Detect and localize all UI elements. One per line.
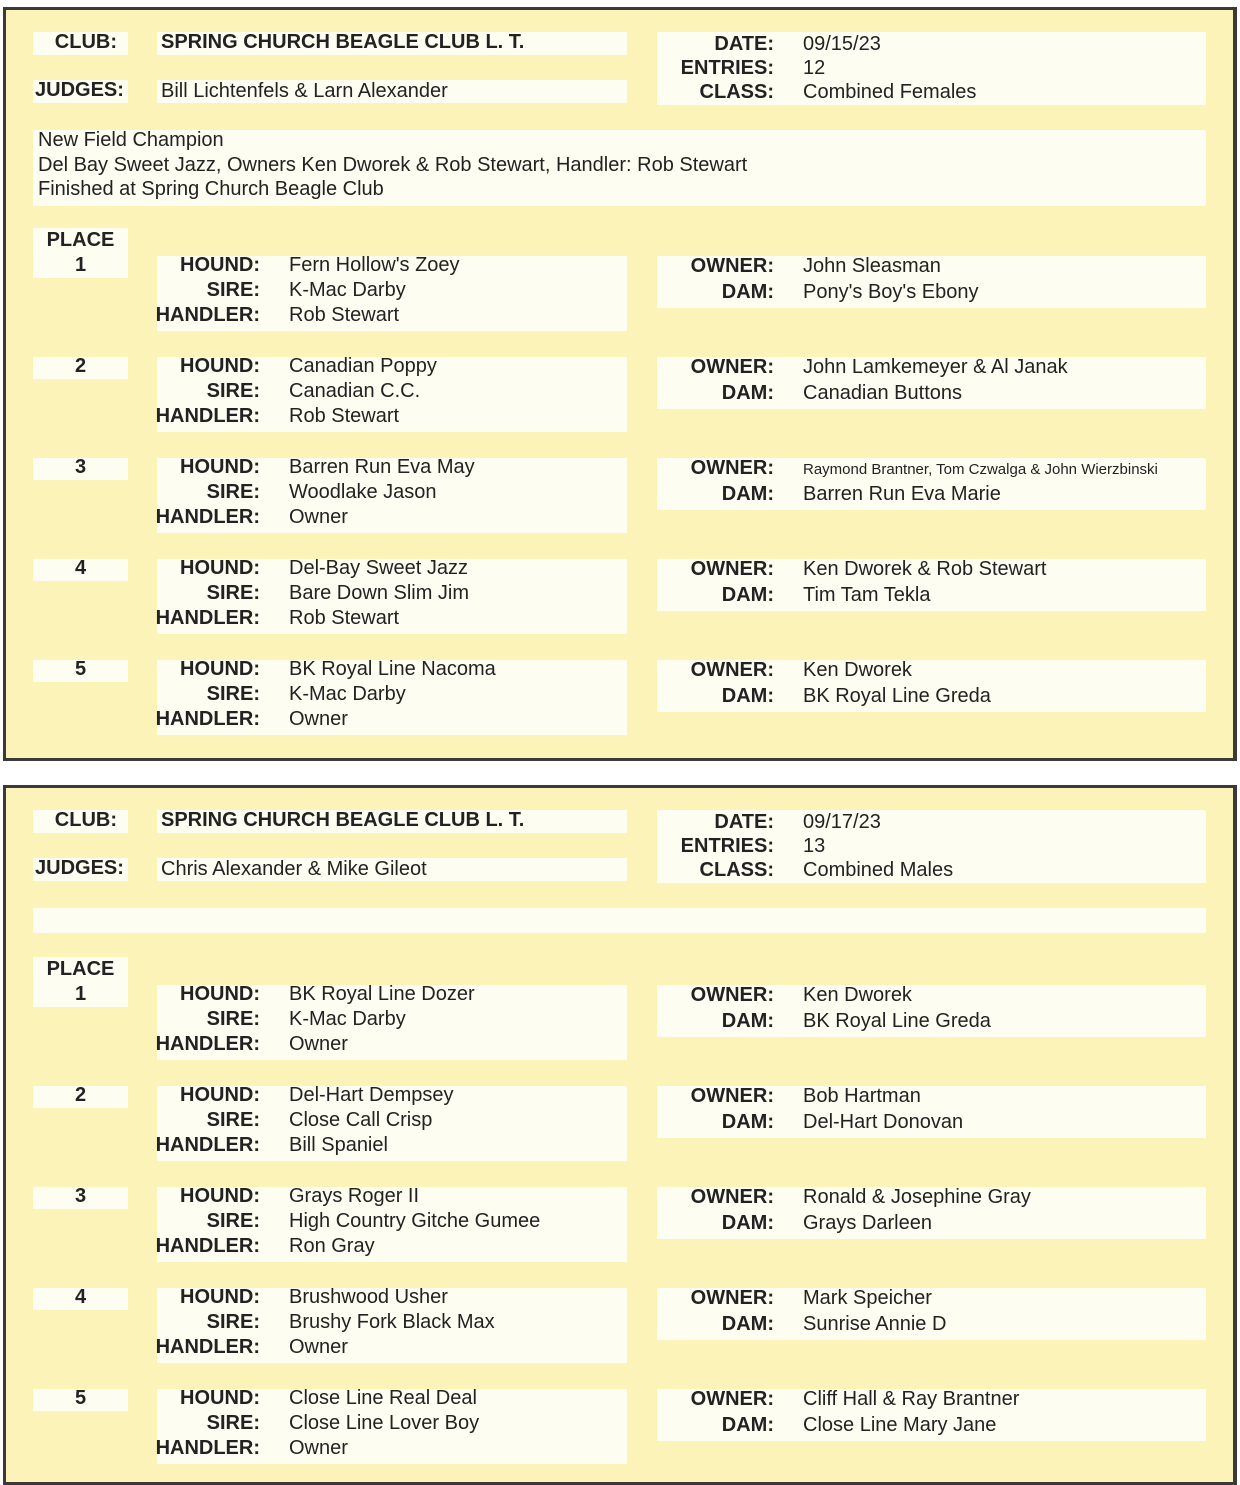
judges-label: JUDGES: xyxy=(35,857,124,879)
sire-value: Close Line Lover Boy xyxy=(289,1412,480,1434)
place-number: 3 xyxy=(74,456,87,478)
owner-value: John Lamkemeyer & Al Janak xyxy=(803,356,1068,378)
handler-value: Bill Spaniel xyxy=(289,1134,388,1156)
dam-label: DAM: xyxy=(721,1212,774,1234)
hound-label: HOUND: xyxy=(180,355,260,377)
notes-box xyxy=(33,908,1206,933)
handler-value: Owner xyxy=(289,506,348,528)
dam-label: DAM: xyxy=(721,281,774,303)
date-value: 09/17/23 xyxy=(803,811,881,833)
handler-label: HANDLER: xyxy=(155,405,260,427)
hound-value: Brushwood Usher xyxy=(289,1286,448,1308)
owner-label: OWNER: xyxy=(690,558,774,580)
sire-label: SIRE: xyxy=(206,380,260,402)
handler-label: HANDLER: xyxy=(155,506,260,528)
sire-label: SIRE: xyxy=(206,481,260,503)
club-label: CLUB: xyxy=(54,809,117,831)
sire-value: Close Call Crisp xyxy=(289,1109,433,1131)
hound-label: HOUND: xyxy=(180,658,260,680)
dam-value: Del-Hart Donovan xyxy=(803,1111,964,1133)
handler-value: Rob Stewart xyxy=(289,405,400,427)
handler-label: HANDLER: xyxy=(155,708,260,730)
handler-value: Owner xyxy=(289,708,348,730)
sire-value: K-Mac Darby xyxy=(289,683,406,705)
class-value: Combined Females xyxy=(803,81,977,103)
sire-label: SIRE: xyxy=(206,1311,260,1333)
place-number: 2 xyxy=(74,355,87,377)
place-number: 4 xyxy=(74,1286,87,1308)
hound-label: HOUND: xyxy=(180,557,260,579)
entries-value: 13 xyxy=(803,835,826,857)
dam-value: Pony's Boy's Ebony xyxy=(803,281,979,303)
club-name: SPRING CHURCH BEAGLE CLUB L. T. xyxy=(161,809,525,831)
owner-label: OWNER: xyxy=(690,1085,774,1107)
hound-label: HOUND: xyxy=(180,1387,260,1409)
class-label: CLASS: xyxy=(699,81,774,103)
class-value: Combined Males xyxy=(803,859,954,881)
handler-value: Rob Stewart xyxy=(289,304,400,326)
handler-label: HANDLER: xyxy=(155,304,260,326)
sire-label: SIRE: xyxy=(206,1210,260,1232)
handler-value: Owner xyxy=(289,1336,348,1358)
result-panel xyxy=(3,7,1237,761)
handler-label: HANDLER: xyxy=(155,1033,260,1055)
owner-label: OWNER: xyxy=(690,255,774,277)
owner-label: OWNER: xyxy=(690,1388,774,1410)
dam-value: Sunrise Annie D xyxy=(803,1313,947,1335)
date-value: 09/15/23 xyxy=(803,33,881,55)
owner-value: Ken Dworek & Rob Stewart xyxy=(803,558,1047,580)
handler-value: Rob Stewart xyxy=(289,607,400,629)
handler-value: Ron Gray xyxy=(289,1235,375,1257)
dam-label: DAM: xyxy=(721,584,774,606)
dam-value: BK Royal Line Greda xyxy=(803,1010,991,1032)
dam-label: DAM: xyxy=(721,1313,774,1335)
place-number: 2 xyxy=(74,1084,87,1106)
place-header: PLACE xyxy=(46,229,115,251)
sire-value: Brushy Fork Black Max xyxy=(289,1311,495,1333)
owner-value: Cliff Hall & Ray Brantner xyxy=(803,1388,1020,1410)
sire-label: SIRE: xyxy=(206,582,260,604)
hound-value: BK Royal Line Nacoma xyxy=(289,658,496,680)
dam-value: Canadian Buttons xyxy=(803,382,963,404)
dam-label: DAM: xyxy=(721,483,774,505)
hound-value: BK Royal Line Dozer xyxy=(289,983,475,1005)
handler-label: HANDLER: xyxy=(155,1235,260,1257)
owner-value: Ronald & Josephine Gray xyxy=(803,1186,1031,1208)
sire-value: K-Mac Darby xyxy=(289,1008,406,1030)
owner-label: OWNER: xyxy=(690,356,774,378)
sire-label: SIRE: xyxy=(206,1008,260,1030)
place-number: 3 xyxy=(74,1185,87,1207)
sire-label: SIRE: xyxy=(206,1412,260,1434)
note-line: Finished at Spring Church Beagle Club xyxy=(38,178,384,200)
hound-label: HOUND: xyxy=(180,1286,260,1308)
owner-value: Bob Hartman xyxy=(803,1085,921,1107)
hound-value: Barren Run Eva May xyxy=(289,456,475,478)
sire-label: SIRE: xyxy=(206,683,260,705)
entries-label: ENTRIES: xyxy=(680,57,774,79)
owner-value: Ken Dworek xyxy=(803,659,912,681)
handler-value: Owner xyxy=(289,1033,348,1055)
sire-label: SIRE: xyxy=(206,1109,260,1131)
dam-label: DAM: xyxy=(721,382,774,404)
date-label: DATE: xyxy=(714,811,774,833)
hound-value: Close Line Real Deal xyxy=(289,1387,477,1409)
judges-names: Chris Alexander & Mike Gileot xyxy=(161,858,427,880)
hound-value: Fern Hollow's Zoey xyxy=(289,254,460,276)
owner-value: Ken Dworek xyxy=(803,984,912,1006)
sire-value: High Country Gitche Gumee xyxy=(289,1210,541,1232)
handler-label: HANDLER: xyxy=(155,1437,260,1459)
sire-value: K-Mac Darby xyxy=(289,279,406,301)
handler-label: HANDLER: xyxy=(155,607,260,629)
sire-value: Bare Down Slim Jim xyxy=(289,582,470,604)
note-line: New Field Champion xyxy=(38,129,224,151)
hound-label: HOUND: xyxy=(180,254,260,276)
owner-value: Mark Speicher xyxy=(803,1287,932,1309)
owner-label: OWNER: xyxy=(690,1186,774,1208)
dam-label: DAM: xyxy=(721,685,774,707)
club-label: CLUB: xyxy=(54,31,117,53)
dam-label: DAM: xyxy=(721,1111,774,1133)
owner-value: Raymond Brantner, Tom Czwalga & John Wierzbinski xyxy=(803,461,1158,478)
result-panel xyxy=(3,785,1237,1485)
place-number: 4 xyxy=(74,557,87,579)
dam-value: Grays Darleen xyxy=(803,1212,932,1234)
owner-label: OWNER: xyxy=(690,1287,774,1309)
handler-label: HANDLER: xyxy=(155,1134,260,1156)
note-line: Del Bay Sweet Jazz, Owners Ken Dworek & Rob Stewart, Handler: Rob Stewart xyxy=(38,153,748,176)
hound-value: Canadian Poppy xyxy=(289,355,437,377)
owner-label: OWNER: xyxy=(690,984,774,1006)
hound-value: Grays Roger II xyxy=(289,1185,420,1207)
entries-value: 12 xyxy=(803,57,826,79)
place-header: PLACE xyxy=(46,958,115,980)
hound-label: HOUND: xyxy=(180,1185,260,1207)
owner-value: John Sleasman xyxy=(803,255,941,277)
class-label: CLASS: xyxy=(699,859,774,881)
sire-value: Woodlake Jason xyxy=(289,481,437,503)
dam-value: Tim Tam Tekla xyxy=(803,584,931,606)
sire-value: Canadian C.C. xyxy=(289,380,421,402)
hound-value: Del-Bay Sweet Jazz xyxy=(289,557,468,579)
hound-value: Del-Hart Dempsey xyxy=(289,1084,454,1106)
entries-label: ENTRIES: xyxy=(680,835,774,857)
place-number: 1 xyxy=(74,983,87,1005)
place-number: 5 xyxy=(74,1387,87,1409)
club-name: SPRING CHURCH BEAGLE CLUB L. T. xyxy=(161,31,525,53)
dam-value: Close Line Mary Jane xyxy=(803,1414,997,1436)
handler-label: HANDLER: xyxy=(155,1336,260,1358)
owner-label: OWNER: xyxy=(690,457,774,479)
date-label: DATE: xyxy=(714,33,774,55)
handler-value: Owner xyxy=(289,1437,348,1459)
owner-label: OWNER: xyxy=(690,659,774,681)
judges-label: JUDGES: xyxy=(35,79,124,101)
hound-label: HOUND: xyxy=(180,1084,260,1106)
sire-label: SIRE: xyxy=(206,279,260,301)
hound-label: HOUND: xyxy=(180,983,260,1005)
place-number: 1 xyxy=(74,254,87,276)
dam-value: Barren Run Eva Marie xyxy=(803,483,1001,505)
dam-value: BK Royal Line Greda xyxy=(803,685,991,707)
dam-label: DAM: xyxy=(721,1414,774,1436)
dam-label: DAM: xyxy=(721,1010,774,1032)
hound-label: HOUND: xyxy=(180,456,260,478)
place-number: 5 xyxy=(74,658,87,680)
judges-names: Bill Lichtenfels & Larn Alexander xyxy=(161,80,448,102)
